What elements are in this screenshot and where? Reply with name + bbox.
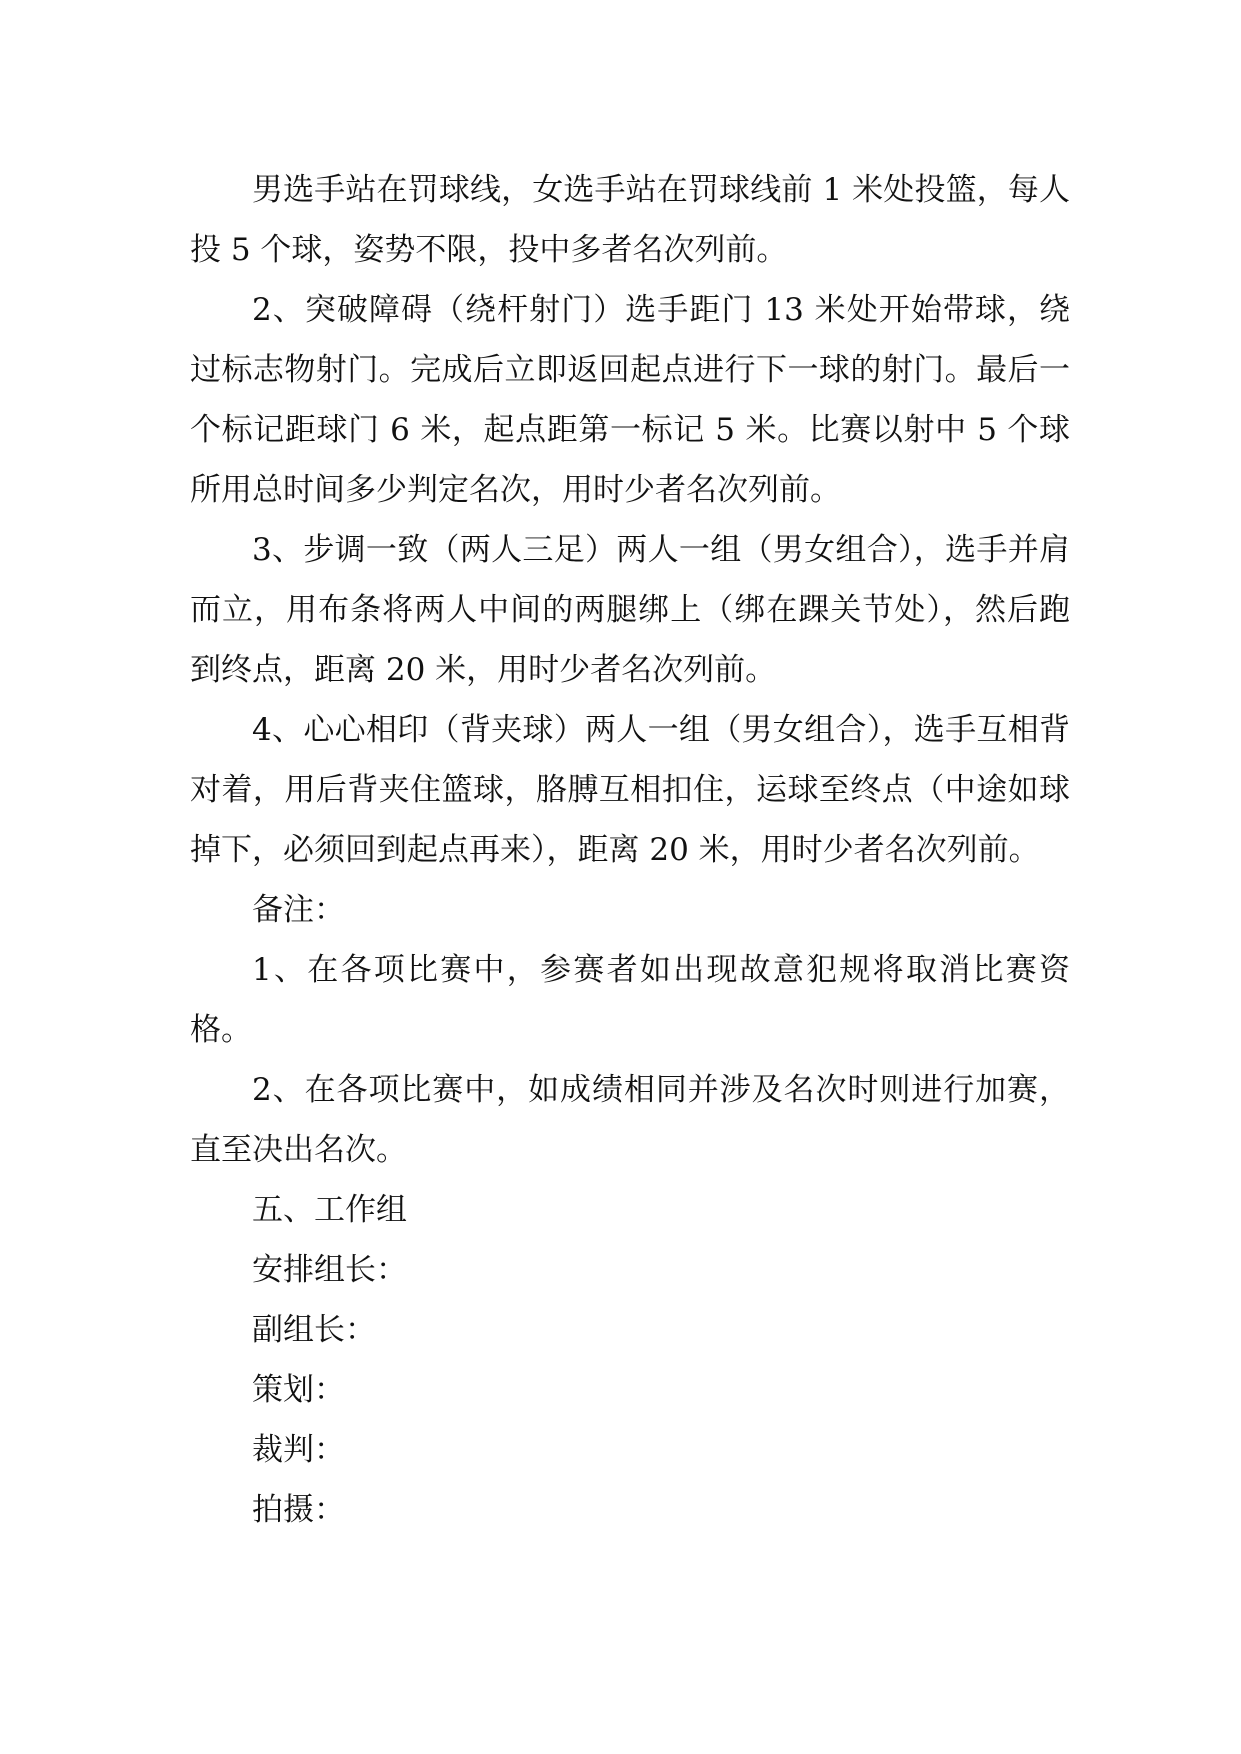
role-leader: 安排组长： — [252, 1252, 407, 1288]
role-referee: 裁判： — [252, 1432, 345, 1468]
role-planning: 策划： — [252, 1372, 345, 1408]
paragraph-three-legged: 3、步调一致（两人三足）两人一组（男女组合），选手并肩而立，用布条将两人中间的两腿绑上（绑在踝关节处），然后跑到终点，距离 20 米，用时少者名次列前。 — [190, 532, 1070, 688]
role-photography: 拍摄： — [252, 1492, 345, 1528]
notes-title: 备注： — [252, 892, 345, 928]
paragraph-basketball: 男选手站在罚球线，女选手站在罚球线前 1 米处投篮，每人投 5 个球，姿势不限，投中多者名次列前。 — [190, 172, 1070, 268]
section-title: 五、工作组 — [252, 1192, 407, 1228]
note-item: 2、在各项比赛中，如成绩相同并涉及名次时则进行加赛，直至决出名次。 — [190, 1072, 1070, 1168]
note-item: 1、在各项比赛中，参赛者如出现故意犯规将取消比赛资格。 — [190, 952, 1070, 1048]
role-deputy: 副组长： — [252, 1312, 376, 1348]
paragraph-soccer: 2、突破障碍（绕杆射门）选手距门 13 米处开始带球，绕过标志物射门。完成后立即返回起点进行下一球的射门。最后一个标记距球门 6 米，起点距第一标记 5 米。比赛以射中 5 个球所用总时间多少判定名次，用时少者名次列前。 — [190, 292, 1070, 508]
paragraph-back-ball: 4、心心相印（背夹球）两人一组（男女组合），选手互相背对着，用后背夹住篮球，胳膊互相扣住，运球至终点（中途如球掉下，必须回到起点再来），距离 20 米，用时少者名次列前。 — [190, 712, 1070, 868]
document-body — [190, 160, 1070, 1540]
